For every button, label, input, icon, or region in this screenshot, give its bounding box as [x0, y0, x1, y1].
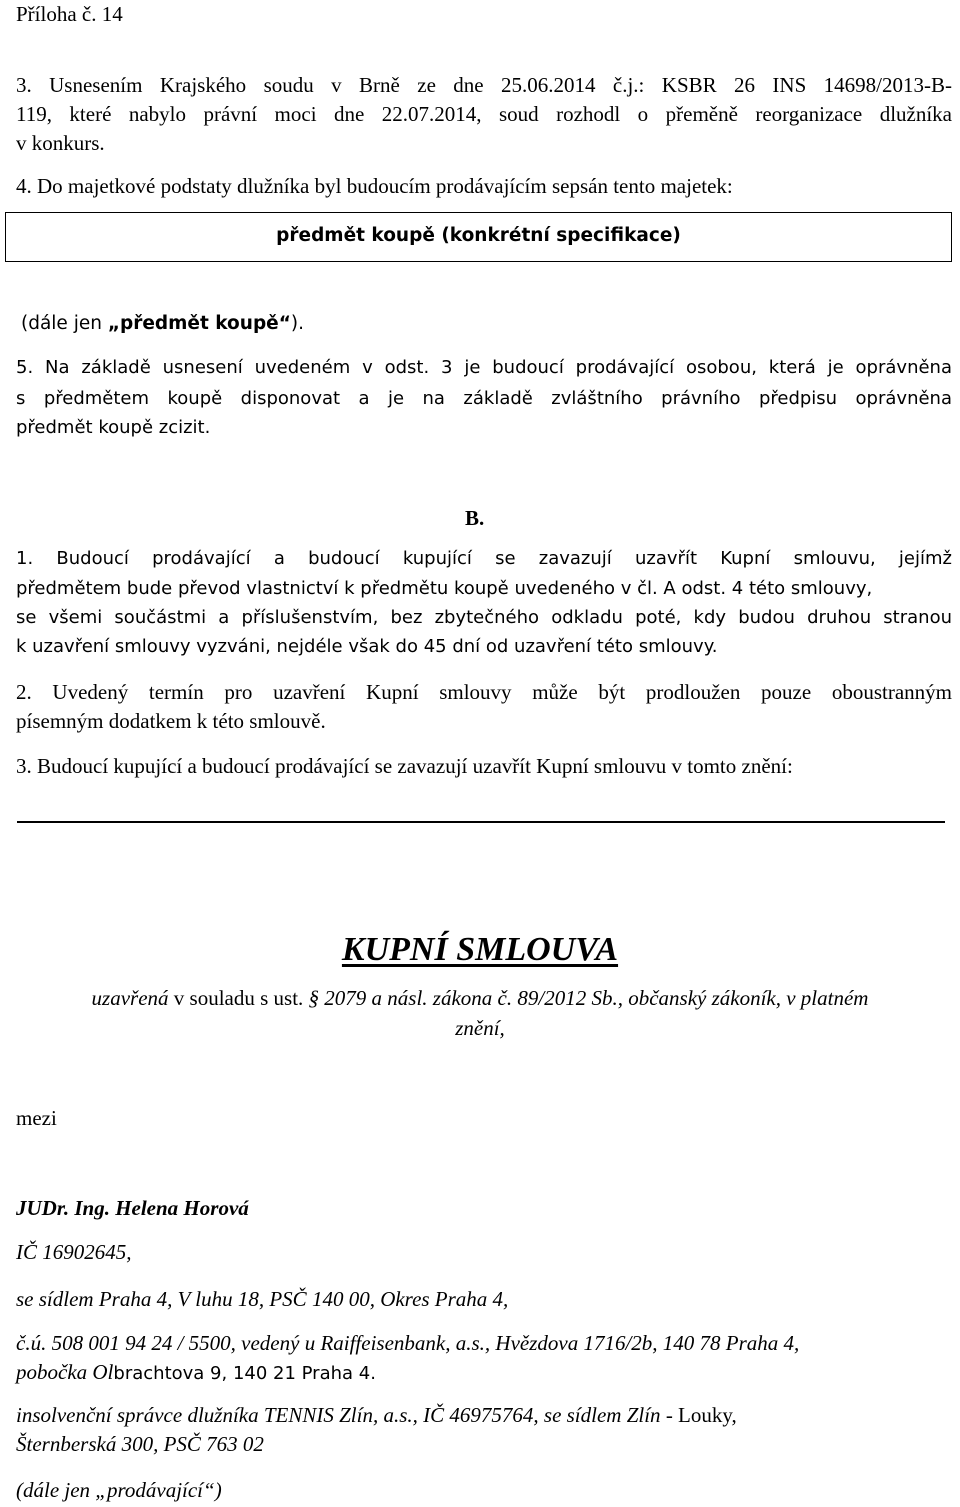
contract-title: KUPNÍ SMLOUVA [341, 931, 619, 968]
party-account-line1: č.ú. 508 001 94 24 / 5500, vedený u Raiffeisenbank, a.s., Hvězdova 1716/2b, 140 78 Praha 4, [16, 1331, 800, 1355]
defined-term-suffix: ). [290, 313, 304, 334]
paragraph-a4: 4. Do majetkové podstaty dlužníka byl budoucím prodávajícím sepsán tento majetek: [16, 174, 733, 198]
paragraph-a5-line1: 5. Na základě usnesení uvedeném v odst. 3 je budoucí prodávající osobou, která je oprávněna [16, 357, 952, 378]
subtitle-law-reference: § 2079 a násl. zákona č. 89/2012 Sb., občanský zákoník, v platném [308, 986, 869, 1010]
party-ic: IČ 16902645, [16, 1240, 132, 1264]
paragraph-b2-line2: písemným dodatkem k této smlouvě. [16, 709, 326, 733]
paragraph-b1-line4: k uzavření smlouvy vyzváni, nejdéle však do 45 dní od uzavření této smlouvy. [16, 636, 718, 657]
section-b-heading: B. [465, 506, 485, 530]
party-account-line2 [16, 1362, 376, 1383]
paragraph-b3: 3. Budoucí kupující a budoucí prodávající se zavazují uzavřít Kupní smlouvu v tomto znění: [16, 754, 793, 778]
paragraph-a5-line3: předmět koupě zcizit. [16, 417, 211, 438]
paragraph-a3-line3: v konkurs. [16, 131, 105, 155]
party-name: JUDr. Ing. Helena Horová [16, 1196, 249, 1220]
subject-specification-box [5, 212, 952, 262]
between-label: mezi [16, 1106, 57, 1130]
paragraph-a3-line1: 3. Usnesením Krajského soudu v Brně ze dne 25.06.2014 č.j.: KSBR 26 INS 14698/2013-B- [16, 73, 952, 97]
subtitle-concluded: uzavřená [91, 986, 169, 1010]
branch-address: brachtova 9, 140 21 Praha 4. [113, 1363, 376, 1384]
defined-term-name: „předmět koupě“ [107, 313, 291, 334]
horizontal-rule [17, 821, 945, 823]
subtitle-accordance: v souladu s ust. [168, 986, 309, 1010]
insolvency-administrator: insolvenční správce dlužníka TENNIS Zlín, a.s., IČ 46975764, se sídlem Zlín [16, 1403, 661, 1427]
paragraph-a3-line2: 119, které nabylo právní moci dne 22.07.2014, soud rozhodl o přeměně reorganizace dlužníka [16, 102, 952, 126]
insolvency-location-suffix: - Louky, [660, 1403, 737, 1427]
defined-term-prefix: (dále jen [21, 313, 108, 334]
paragraph-b2-line1: 2. Uvedený termín pro uzavření Kupní smlouvy může být prodloužen pouze oboustranným [16, 680, 952, 704]
paragraph-a5-line2: s předmětem koupě disponovat a je na základě zvláštního právního předpisu oprávněna [16, 388, 952, 409]
subject-specification-label: předmět koupě (konkrétní specifikace) [276, 225, 681, 246]
defined-term-seller: (dále jen „prodávající“) [16, 1478, 222, 1502]
insolvency-line1 [16, 1405, 737, 1426]
paragraph-b1-line2: předmětem bude převod vlastnictví k předmětu koupě uvedeného v čl. A odst. 4 této smlouvy, [16, 578, 873, 599]
paragraph-b1-line1: 1. Budoucí prodávající a budoucí kupující se zavazují uzavřít Kupní smlouvu, jejímž [16, 548, 952, 569]
party-seat: se sídlem Praha 4, V luhu 18, PSČ 140 00, Okres Praha 4, [16, 1287, 509, 1311]
contract-subtitle-line2: znění, [455, 1016, 505, 1040]
branch-label: pobočka Ol [16, 1360, 114, 1384]
defined-term-subject [21, 315, 304, 334]
appendix-number: Příloha č. 14 [16, 2, 123, 26]
insolvency-line2: Šternberská 300, PSČ 763 02 [16, 1432, 264, 1456]
contract-subtitle-line1 [0, 988, 960, 1009]
paragraph-b1-line3: se všemi součástmi a příslušenstvím, bez zbytečného odkladu poté, kdy budou druhou stranou [16, 607, 952, 628]
